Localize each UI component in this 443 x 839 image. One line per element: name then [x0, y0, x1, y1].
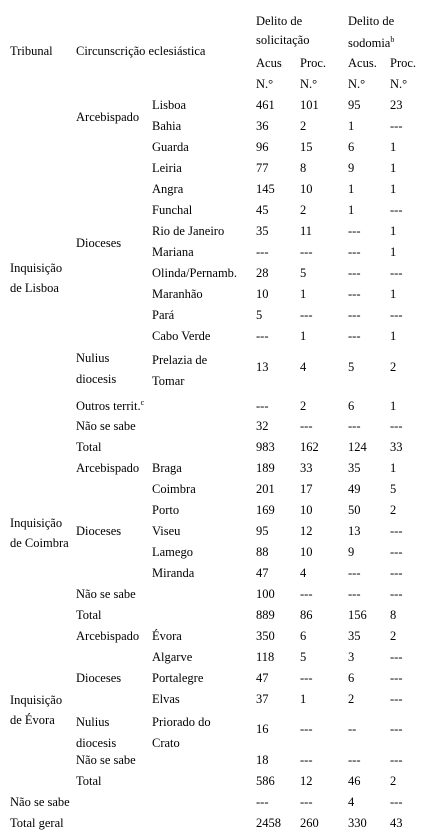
value-acus-solicitacao: 96 — [256, 140, 269, 154]
group-dioceses-evora: Dioceses — [76, 671, 122, 685]
value-proc-solicitacao: 2 — [300, 399, 307, 413]
value-proc-solicitacao: 86 — [300, 608, 313, 622]
place-label: Mariana — [152, 245, 194, 259]
value-proc-solicitacao: 12 — [300, 524, 313, 538]
value-acus-solicitacao: 201 — [256, 482, 275, 496]
place-label: Évora — [152, 629, 182, 643]
value-proc-solicitacao: 1 — [300, 692, 307, 706]
value-acus-solicitacao: 37 — [256, 692, 269, 706]
value-proc-sodomia: --- — [390, 119, 403, 133]
place-label: Miranda — [152, 566, 195, 580]
value-proc-sodomia: 1 — [390, 182, 397, 196]
value-acus-sodomia: 1 — [348, 203, 355, 217]
header-delito-solicitacao: Delito de solicitação — [256, 14, 310, 47]
place-label: Algarve — [152, 650, 193, 664]
value-proc-sodomia: 8 — [390, 608, 397, 622]
value-acus-sodomia: --- — [348, 566, 361, 580]
value-proc-solicitacao: --- — [300, 308, 313, 322]
value-proc-solicitacao: 8 — [300, 161, 307, 175]
value-acus-sodomia: 1 — [348, 182, 355, 196]
value-acus-sodomia: 95 — [348, 98, 361, 112]
value-acus-sodomia: 35 — [348, 461, 361, 475]
header-proc-2: Proc. — [390, 56, 417, 70]
value-proc-sodomia: --- — [390, 545, 403, 559]
value-acus-sodomia: --- — [348, 245, 361, 259]
value-proc-solicitacao: --- — [300, 245, 313, 259]
header-acus-1: Acus — [256, 56, 282, 70]
value-proc-solicitacao: --- — [300, 587, 313, 601]
value-acus-sodomia: 49 — [348, 482, 361, 496]
value-proc-solicitacao: 12 — [300, 774, 313, 788]
value-acus-sodomia: --- — [348, 587, 361, 601]
value-proc-solicitacao: 10 — [300, 503, 313, 517]
header-n-1: N.° — [256, 77, 274, 91]
value-proc-solicitacao: 101 — [300, 98, 319, 112]
value-acus-solicitacao: 13 — [256, 360, 269, 374]
value-proc-sodomia: --- — [390, 650, 403, 664]
group-total-lisboa: Total — [76, 440, 102, 454]
place-label: Angra — [152, 182, 184, 196]
value-acus-solicitacao: --- — [256, 399, 269, 413]
value-proc-sodomia: 1 — [390, 140, 397, 154]
group-total-coimbra: Total — [76, 608, 102, 622]
place-label: Maranhão — [152, 287, 203, 301]
value-proc-solicitacao: --- — [300, 795, 313, 809]
value-acus-sodomia: --- — [348, 753, 361, 767]
value-proc-sodomia: --- — [390, 692, 403, 706]
group-total-geral: Total geral — [10, 816, 64, 830]
tribunal-coimbra — [10, 513, 70, 553]
value-proc-solicitacao: --- — [300, 419, 313, 433]
value-proc-solicitacao: 4 — [300, 566, 307, 580]
group-arcebispado-lisboa: Arcebispado — [76, 110, 140, 124]
header-tribunal: Tribunal — [10, 44, 53, 58]
value-acus-solicitacao: 16 — [256, 722, 269, 736]
value-acus-solicitacao: 350 — [256, 629, 275, 643]
value-proc-sodomia: 43 — [390, 816, 403, 830]
value-proc-sodomia: 2 — [390, 629, 397, 643]
value-acus-solicitacao: 145 — [256, 182, 275, 196]
value-proc-sodomia: --- — [390, 566, 403, 580]
group-dioceses-lisboa: Dioceses — [76, 236, 122, 250]
value-acus-sodomia: -- — [348, 722, 357, 736]
value-proc-sodomia: 1 — [390, 461, 397, 475]
place-label: Coimbra — [152, 482, 196, 496]
value-acus-solicitacao: --- — [256, 329, 269, 343]
value-proc-solicitacao: 1 — [300, 287, 307, 301]
value-acus-sodomia: 1 — [348, 119, 355, 133]
value-acus-sodomia: 2 — [348, 692, 355, 706]
place-label: Elvas — [152, 692, 180, 706]
place-label: Priorado do Crato — [152, 715, 211, 750]
value-acus-solicitacao: 983 — [256, 440, 275, 454]
header-acus-2: Acus. — [348, 56, 377, 70]
value-proc-sodomia: --- — [390, 753, 403, 767]
value-acus-sodomia: --- — [348, 329, 361, 343]
value-acus-solicitacao: 100 — [256, 587, 275, 601]
value-acus-sodomia: 35 — [348, 629, 361, 643]
place-label: Rio de Janeiro — [152, 224, 225, 238]
value-acus-solicitacao: 889 — [256, 608, 275, 622]
place-label: Cabo Verde — [152, 329, 211, 343]
value-acus-sodomia: 4 — [348, 795, 355, 809]
value-proc-solicitacao: 5 — [300, 266, 307, 280]
footnote-b: b — [390, 34, 395, 44]
group-nulius-evora: Nulius diocesis — [76, 715, 117, 750]
value-acus-sodomia: 3 — [348, 650, 355, 664]
place-label: Porto — [152, 503, 180, 517]
value-acus-solicitacao: 28 — [256, 266, 269, 280]
value-acus-sodomia: 330 — [348, 816, 367, 830]
group-outros-territ — [76, 399, 144, 413]
value-acus-sodomia: 5 — [348, 360, 355, 374]
group-arcebispado-evora: Arcebispado — [76, 629, 140, 643]
value-acus-sodomia: 46 — [348, 774, 361, 788]
place-label: Portalegre — [152, 671, 204, 685]
value-acus-solicitacao: 47 — [256, 566, 269, 580]
value-acus-sodomia: 156 — [348, 608, 367, 622]
place-label: Lisboa — [152, 98, 187, 112]
value-acus-sodomia: 13 — [348, 524, 361, 538]
group-nao-sabe-lisboa: Não se sabe — [76, 419, 136, 433]
value-acus-solicitacao: --- — [256, 795, 269, 809]
value-proc-sodomia: 1 — [390, 245, 397, 259]
header-n-2: N.° — [300, 77, 318, 91]
value-acus-solicitacao: 95 — [256, 524, 269, 538]
value-proc-solicitacao: 260 — [300, 816, 319, 830]
group-nulius-lisboa: Nulius diocesis — [76, 351, 117, 386]
value-acus-solicitacao: 77 — [256, 161, 269, 175]
value-acus-sodomia: --- — [348, 419, 361, 433]
value-acus-solicitacao: 35 — [256, 224, 269, 238]
value-acus-sodomia: --- — [348, 308, 361, 322]
value-acus-solicitacao: 169 — [256, 503, 275, 517]
footnote-c: c — [140, 397, 145, 407]
value-proc-sodomia: 1 — [390, 399, 397, 413]
value-proc-sodomia: --- — [390, 722, 403, 736]
place-label: Olinda/Pernamb. — [152, 266, 238, 280]
value-acus-sodomia: 6 — [348, 399, 355, 413]
header-proc-1: Proc. — [300, 56, 327, 70]
place-label: Prelazia de Tomar — [152, 353, 208, 388]
place-label: Leiria — [152, 161, 182, 175]
value-proc-sodomia: 1 — [390, 329, 397, 343]
value-acus-solicitacao: 32 — [256, 419, 269, 433]
value-proc-solicitacao: --- — [300, 722, 313, 736]
value-proc-solicitacao: 10 — [300, 545, 313, 559]
value-acus-sodomia: 124 — [348, 440, 367, 454]
value-acus-solicitacao: 461 — [256, 98, 275, 112]
value-proc-sodomia: --- — [390, 587, 403, 601]
tribunal-evora — [10, 690, 70, 730]
value-acus-solicitacao: 36 — [256, 119, 269, 133]
value-acus-solicitacao: --- — [256, 245, 269, 259]
place-label: Viseu — [152, 524, 181, 538]
value-acus-solicitacao: 118 — [256, 650, 275, 664]
value-proc-solicitacao: --- — [300, 671, 313, 685]
value-proc-solicitacao: 162 — [300, 440, 319, 454]
group-arcebispado-coimbra: Arcebispado — [76, 461, 140, 475]
header-n-3: N.° — [348, 77, 366, 91]
place-label: Lamego — [152, 545, 193, 559]
value-proc-sodomia: --- — [390, 266, 403, 280]
value-proc-solicitacao: --- — [300, 753, 313, 767]
header-delito-sodomia-text: Delito de sodomia — [348, 14, 395, 50]
value-proc-solicitacao: 1 — [300, 329, 307, 343]
place-label: Pará — [152, 308, 175, 322]
value-proc-sodomia: 33 — [390, 440, 403, 454]
group-nao-sabe-evora: Não se sabe — [76, 753, 136, 767]
value-proc-sodomia: 1 — [390, 287, 397, 301]
tribunal-coimbra-text: Inquisição de Coimbra — [10, 516, 69, 550]
value-acus-solicitacao: 2458 — [256, 816, 281, 830]
value-proc-sodomia: 2 — [390, 503, 397, 517]
value-acus-sodomia: 6 — [348, 671, 355, 685]
value-proc-solicitacao: 33 — [300, 461, 313, 475]
group-nao-sabe-geral: Não se sabe — [10, 795, 70, 809]
header-n-4: N.° — [390, 77, 408, 91]
place-label: Funchal — [152, 203, 193, 217]
value-proc-solicitacao: 2 — [300, 119, 307, 133]
header-delito-sodomia — [348, 10, 430, 54]
value-proc-solicitacao: 15 — [300, 140, 313, 154]
group-total-evora: Total — [76, 774, 102, 788]
group-outros-territ-text: Outros territ. — [76, 399, 141, 413]
header-circunscricao: Circunscrição eclesiástica — [76, 44, 206, 58]
value-proc-solicitacao: 6 — [300, 629, 307, 643]
value-acus-sodomia: 9 — [348, 161, 355, 175]
tribunal-evora-text: Inquisição de Évora — [10, 693, 63, 727]
value-acus-sodomia: 6 — [348, 140, 355, 154]
value-acus-solicitacao: 189 — [256, 461, 275, 475]
value-proc-sodomia: --- — [390, 671, 403, 685]
value-proc-sodomia: --- — [390, 419, 403, 433]
value-proc-sodomia: 2 — [390, 360, 397, 374]
value-acus-solicitacao: 10 — [256, 287, 269, 301]
group-dioceses-coimbra: Dioceses — [76, 524, 122, 538]
place-label: Braga — [152, 461, 182, 475]
value-proc-sodomia: 23 — [390, 98, 403, 112]
value-proc-solicitacao: 4 — [300, 360, 307, 374]
value-acus-solicitacao: 88 — [256, 545, 269, 559]
tribunal-lisboa-text: Inquisição de Lisboa — [10, 261, 63, 295]
value-proc-solicitacao: 11 — [300, 224, 313, 238]
value-acus-sodomia: --- — [348, 287, 361, 301]
value-proc-sodomia: --- — [390, 524, 403, 538]
value-proc-sodomia: --- — [390, 203, 403, 217]
place-label: Guarda — [152, 140, 189, 154]
value-proc-sodomia: 1 — [390, 161, 397, 175]
value-proc-solicitacao: 17 — [300, 482, 313, 496]
value-proc-solicitacao: 5 — [300, 650, 307, 664]
tribunal-lisboa — [10, 258, 70, 298]
group-nao-sabe-coimbra: Não se sabe — [76, 587, 136, 601]
value-proc-sodomia: 1 — [390, 224, 397, 238]
place-label: Bahia — [152, 119, 182, 133]
value-acus-sodomia: --- — [348, 224, 361, 238]
value-proc-sodomia: --- — [390, 795, 403, 809]
value-acus-solicitacao: 18 — [256, 753, 269, 767]
value-proc-sodomia: --- — [390, 308, 403, 322]
value-acus-solicitacao: 5 — [256, 308, 263, 322]
value-acus-sodomia: 9 — [348, 545, 355, 559]
value-acus-solicitacao: 47 — [256, 671, 269, 685]
value-acus-sodomia: 50 — [348, 503, 361, 517]
value-proc-sodomia: 2 — [390, 774, 397, 788]
value-acus-sodomia: --- — [348, 266, 361, 280]
value-proc-solicitacao: 10 — [300, 182, 313, 196]
value-proc-solicitacao: 2 — [300, 203, 307, 217]
value-proc-sodomia: 5 — [390, 482, 397, 496]
value-acus-solicitacao: 586 — [256, 774, 275, 788]
value-acus-solicitacao: 45 — [256, 203, 269, 217]
